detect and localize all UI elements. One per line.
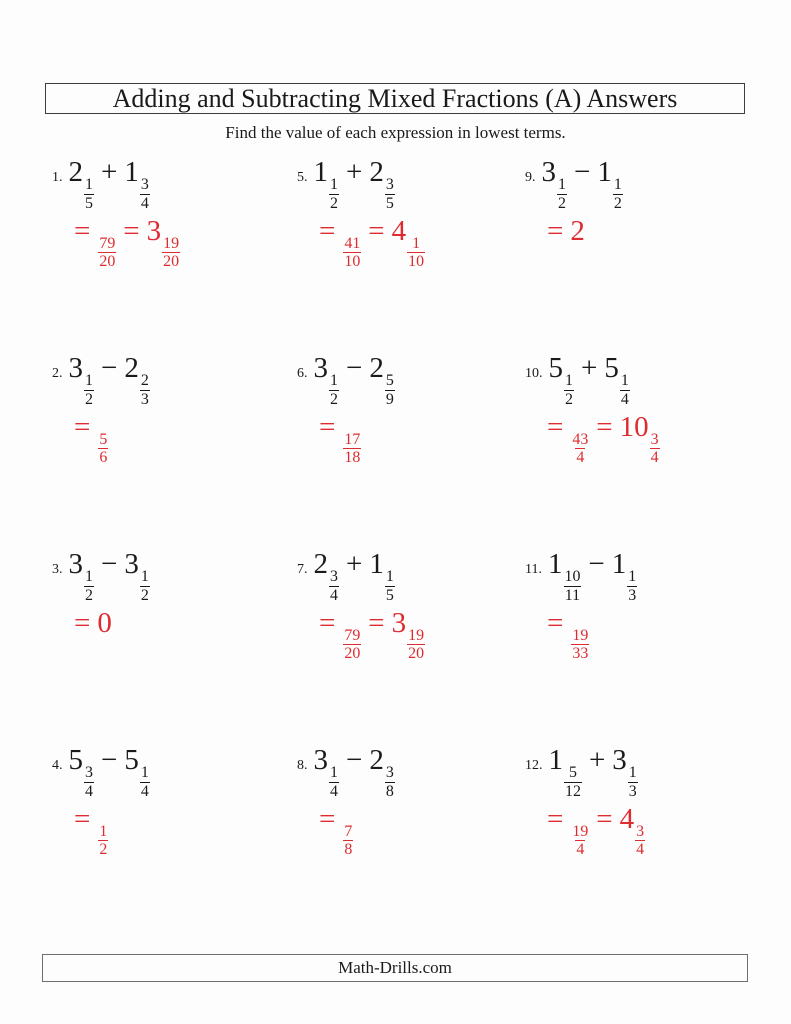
fraction [140, 372, 150, 407]
expression [52, 156, 297, 212]
numerator: 79 [99, 235, 116, 252]
numerator: 1 [620, 372, 629, 390]
fraction [343, 627, 361, 662]
mixed-number [68, 352, 94, 408]
denominator: 4 [85, 782, 93, 800]
fraction [84, 176, 94, 211]
fraction [329, 176, 339, 211]
problem-number: 10. [525, 366, 543, 381]
fraction [564, 764, 582, 799]
mixed-number [541, 156, 567, 212]
fraction [613, 176, 623, 211]
numerator: 1 [85, 372, 93, 390]
problems-grid [0, 156, 791, 940]
denominator: 5 [385, 586, 394, 604]
denominator: 12 [565, 782, 581, 800]
whole-number: 2 [124, 352, 139, 384]
numerator: 1 [99, 823, 108, 840]
expression [52, 352, 297, 408]
fraction [84, 764, 94, 799]
answer [547, 803, 791, 859]
whole-number: 1 [124, 156, 139, 188]
whole-number: 1 [313, 156, 328, 188]
mixed-number [597, 156, 622, 212]
whole-number: 3 [68, 548, 83, 580]
whole-number: 1 [611, 548, 627, 580]
worksheet-title: Adding and Subtracting Mixed Fractions (A) Answers [112, 83, 678, 113]
integer-value: 0 [97, 606, 112, 639]
operator: + [100, 156, 118, 188]
denominator: 2 [565, 390, 573, 408]
denominator: 4 [330, 782, 338, 800]
answer [319, 215, 525, 271]
answer [547, 215, 791, 248]
denominator: 11 [564, 586, 581, 604]
problem-number: 3. [52, 562, 63, 577]
problem-5 [297, 156, 525, 352]
worksheet-title-box [45, 83, 745, 114]
denominator: 4 [140, 782, 149, 800]
integer-value: 2 [570, 214, 585, 247]
problem-number: 1. [52, 170, 63, 185]
answer [547, 411, 791, 467]
operator: − [100, 352, 118, 384]
operator: = [596, 410, 613, 443]
mixed-number [146, 214, 180, 271]
numerator: 1 [613, 176, 622, 194]
denominator: 10 [408, 253, 425, 271]
numerator: 5 [568, 764, 577, 782]
denominator: 2 [330, 390, 338, 408]
operator: = [74, 802, 91, 835]
mixed-number [68, 744, 94, 800]
whole-number: 1 [548, 744, 563, 776]
fraction [140, 764, 150, 799]
whole-number: 3 [313, 744, 328, 776]
mixed-number [619, 410, 660, 467]
numerator: 10 [564, 568, 581, 586]
fraction [162, 235, 180, 270]
problem-number: 2. [52, 366, 63, 381]
numerator: 3 [636, 823, 645, 840]
whole-number: 5 [548, 352, 563, 384]
denominator: 20 [408, 645, 425, 663]
operator: − [588, 548, 605, 580]
fraction [385, 568, 395, 603]
mixed-number [548, 352, 574, 408]
denominator: 2 [140, 586, 149, 604]
fraction [385, 764, 395, 799]
operator: − [345, 744, 363, 776]
operator: + [345, 548, 363, 580]
numerator: 3 [650, 431, 659, 448]
problem-7 [297, 548, 525, 744]
fraction [620, 372, 630, 407]
operator: + [588, 744, 606, 776]
mixed-number [611, 548, 637, 604]
numerator: 1 [628, 764, 637, 782]
problem-number: 7. [297, 562, 308, 577]
fraction [563, 568, 581, 603]
problem-number: 9. [525, 170, 536, 185]
problem-1 [52, 156, 297, 352]
operator: = [547, 606, 564, 639]
expression [52, 744, 297, 800]
operator: = [74, 410, 91, 443]
answer [74, 411, 297, 467]
problem-12 [525, 744, 791, 940]
expression [52, 548, 297, 604]
mixed-number [124, 352, 149, 408]
operator: = [368, 606, 385, 639]
expression [297, 744, 525, 800]
numerator: 43 [572, 431, 589, 448]
numerator: 79 [344, 627, 361, 644]
whole-number: 2 [369, 156, 384, 188]
operator: = [74, 214, 91, 247]
mixed-number [369, 352, 394, 408]
whole-number: 1 [597, 156, 612, 188]
denominator: 5 [85, 194, 93, 212]
footer-box [42, 954, 748, 982]
problem-11 [525, 548, 791, 744]
mixed-number [68, 548, 94, 604]
fraction [329, 568, 339, 603]
answer [74, 607, 297, 640]
problem-number: 5. [297, 170, 308, 185]
problem-number: 4. [52, 758, 63, 773]
mixed-number [124, 548, 149, 604]
denominator: 4 [620, 390, 629, 408]
operator: = [319, 214, 336, 247]
fraction [98, 823, 108, 858]
numerator: 19 [572, 627, 589, 644]
denominator: 6 [99, 449, 108, 467]
problem-10 [525, 352, 791, 548]
denominator: 5 [385, 194, 394, 212]
denominator: 9 [385, 390, 394, 408]
denominator: 2 [330, 194, 338, 212]
denominator: 3 [628, 782, 637, 800]
whole-number: 2 [68, 156, 83, 188]
numerator: 1 [140, 568, 149, 586]
operator: − [100, 548, 118, 580]
whole-number: 2 [369, 352, 384, 384]
problem-number: 11. [525, 562, 542, 577]
denominator: 2 [85, 586, 93, 604]
whole-number: 4 [619, 802, 635, 835]
expression [525, 548, 791, 604]
whole-number: 1 [369, 548, 384, 580]
denominator: 20 [344, 645, 361, 663]
whole-number: 3 [68, 352, 83, 384]
numerator: 7 [344, 823, 353, 840]
whole-number: 3 [391, 606, 407, 639]
mixed-number [313, 548, 339, 604]
numerator: 1 [85, 176, 93, 194]
fraction [343, 431, 361, 466]
fraction [385, 176, 395, 211]
operator: = [596, 802, 613, 835]
whole-number: 3 [146, 214, 162, 247]
denominator: 2 [558, 194, 566, 212]
fraction [650, 431, 660, 466]
answer [319, 411, 525, 467]
problem-4 [52, 744, 297, 940]
whole-number: 5 [68, 744, 83, 776]
fraction [571, 627, 589, 662]
numerator: 1 [385, 568, 394, 586]
operator: = [547, 802, 564, 835]
fraction [571, 823, 589, 858]
denominator: 18 [344, 449, 361, 467]
denominator: 8 [385, 782, 394, 800]
whole-number: 2 [313, 548, 328, 580]
denominator: 4 [636, 841, 645, 859]
numerator: 1 [140, 764, 149, 782]
fraction [343, 235, 361, 270]
fraction [407, 627, 425, 662]
fraction [343, 823, 353, 858]
operator: − [345, 352, 363, 384]
fraction [407, 235, 425, 270]
problem-number: 12. [525, 758, 543, 773]
fraction [571, 431, 589, 466]
numerator: 19 [572, 823, 589, 840]
denominator: 3 [140, 390, 149, 408]
answer [74, 215, 297, 271]
mixed-number [313, 744, 339, 800]
numerator: 3 [385, 176, 394, 194]
expression [525, 156, 791, 212]
denominator: 4 [576, 841, 585, 859]
numerator: 1 [628, 568, 637, 586]
denominator: 2 [613, 194, 622, 212]
mixed-number [369, 548, 394, 604]
denominator: 4 [330, 586, 338, 604]
operator: = [319, 606, 336, 639]
numerator: 1 [330, 372, 338, 390]
whole-number: 3 [313, 352, 328, 384]
denominator: 20 [99, 253, 116, 271]
denominator: 8 [344, 841, 353, 859]
fraction [329, 372, 339, 407]
denominator: 3 [628, 586, 637, 604]
fraction [564, 372, 574, 407]
mixed-number [391, 606, 425, 663]
mixed-number [369, 744, 394, 800]
denominator: 33 [572, 645, 589, 663]
mixed-number [369, 156, 394, 212]
numerator: 17 [344, 431, 361, 448]
whole-number: 5 [604, 352, 619, 384]
denominator: 4 [650, 449, 659, 467]
numerator: 1 [330, 176, 338, 194]
operator: − [573, 156, 591, 188]
numerator: 1 [85, 568, 93, 586]
denominator: 2 [85, 390, 93, 408]
problem-6 [297, 352, 525, 548]
mixed-number [548, 744, 582, 800]
fraction [557, 176, 567, 211]
fraction [140, 568, 150, 603]
numerator: 3 [385, 764, 394, 782]
worksheet-instructions: Find the value of each expression in lowest terms. [225, 123, 566, 142]
mixed-number [612, 744, 637, 800]
numerator: 19 [408, 627, 425, 644]
numerator: 3 [330, 568, 338, 586]
fraction [329, 764, 339, 799]
fraction [98, 235, 116, 270]
footer-site-name: Math-Drills.com [338, 958, 452, 977]
denominator: 4 [140, 194, 149, 212]
answer [319, 803, 525, 859]
fraction [628, 764, 638, 799]
numerator: 1 [558, 176, 566, 194]
numerator: 41 [344, 235, 361, 252]
problem-3 [52, 548, 297, 744]
denominator: 2 [99, 841, 108, 859]
fraction [627, 568, 637, 603]
operator: − [100, 744, 118, 776]
problem-2 [52, 352, 297, 548]
expression [297, 548, 525, 604]
operator: = [319, 410, 336, 443]
denominator: 10 [344, 253, 361, 271]
denominator: 20 [163, 253, 180, 271]
whole-number: 5 [124, 744, 139, 776]
mixed-number [547, 548, 581, 604]
whole-number: 10 [619, 410, 649, 443]
mixed-number [124, 744, 149, 800]
expression [525, 744, 791, 800]
mixed-number [124, 156, 149, 212]
whole-number: 3 [124, 548, 139, 580]
whole-number: 2 [369, 744, 384, 776]
numerator: 3 [85, 764, 93, 782]
whole-number: 3 [541, 156, 556, 188]
denominator: 4 [576, 449, 585, 467]
fraction [84, 568, 94, 603]
problem-8 [297, 744, 525, 940]
fraction [84, 372, 94, 407]
mixed-number [391, 214, 425, 271]
operator: = [74, 606, 91, 639]
operator: = [547, 410, 564, 443]
fraction [140, 176, 150, 211]
whole-number: 1 [547, 548, 563, 580]
operator: + [345, 156, 363, 188]
operator: + [580, 352, 598, 384]
mixed-number [619, 802, 645, 859]
numerator: 1 [412, 235, 421, 252]
problem-number: 6. [297, 366, 308, 381]
operator: = [368, 214, 385, 247]
operator: = [547, 214, 564, 247]
mixed-number [68, 156, 94, 212]
operator: = [123, 214, 140, 247]
mixed-number [313, 156, 339, 212]
numerator: 5 [385, 372, 394, 390]
mixed-number [313, 352, 339, 408]
expression [297, 156, 525, 212]
fraction [635, 823, 645, 858]
expression [297, 352, 525, 408]
mixed-number [604, 352, 629, 408]
expression [525, 352, 791, 408]
answer [547, 607, 791, 663]
numerator: 5 [99, 431, 108, 448]
answer [319, 607, 525, 663]
numerator: 1 [330, 764, 338, 782]
problem-9 [525, 156, 791, 352]
numerator: 1 [565, 372, 573, 390]
numerator: 3 [140, 176, 149, 194]
problem-number: 8. [297, 758, 308, 773]
numerator: 19 [163, 235, 180, 252]
operator: = [319, 802, 336, 835]
fraction [385, 372, 395, 407]
whole-number: 4 [391, 214, 407, 247]
whole-number: 3 [612, 744, 627, 776]
answer [74, 803, 297, 859]
numerator: 2 [140, 372, 149, 390]
fraction [98, 431, 108, 466]
